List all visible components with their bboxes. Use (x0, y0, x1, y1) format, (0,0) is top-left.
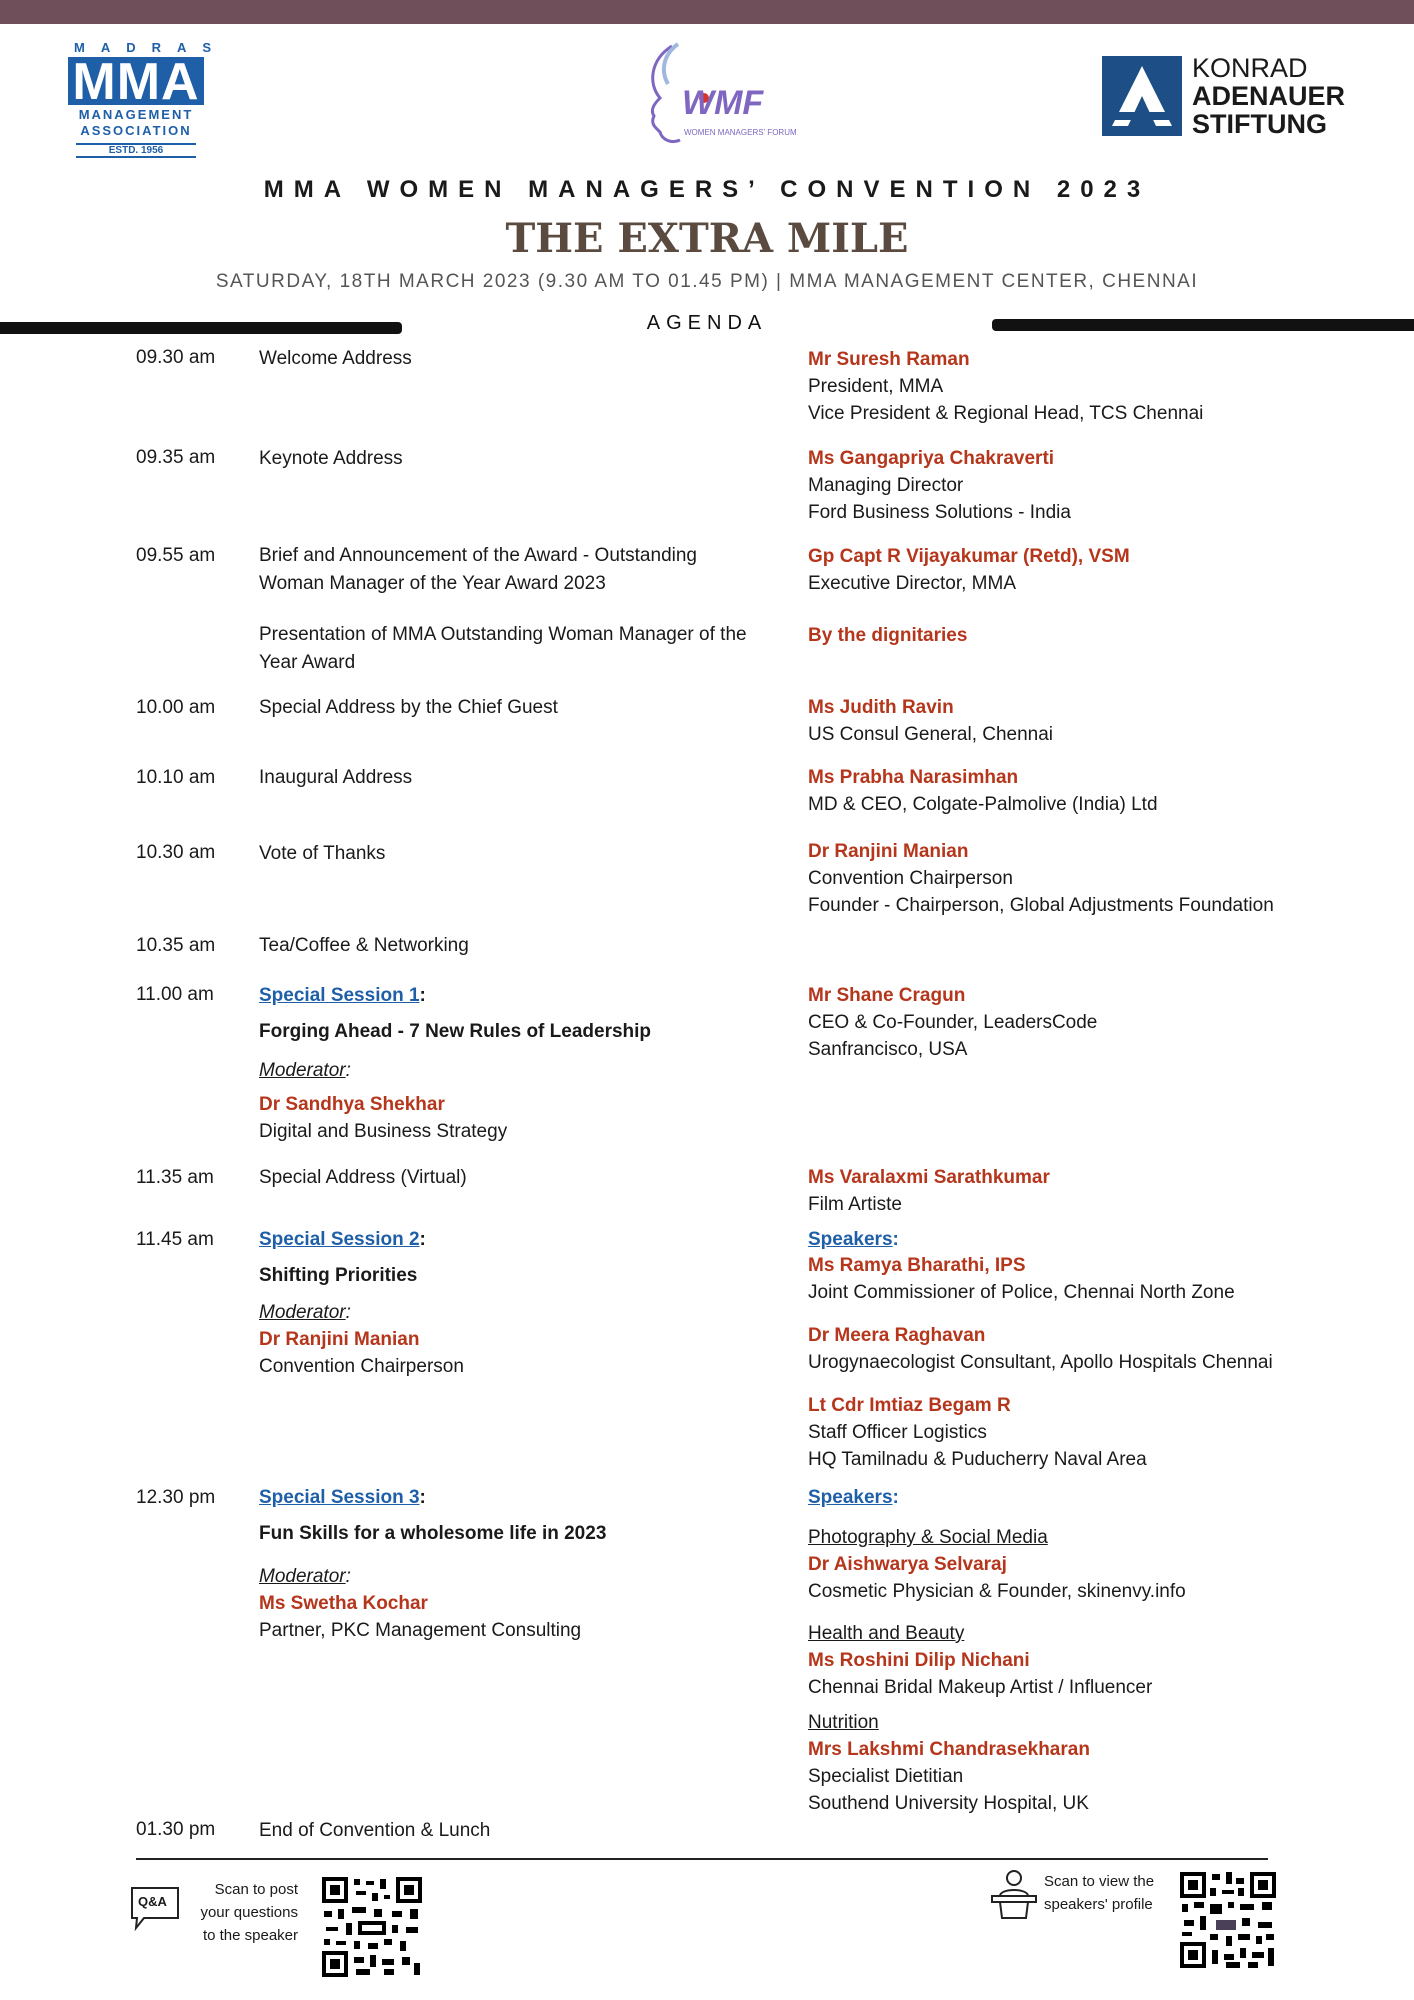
session-link[interactable]: Special Session 2 (259, 1229, 420, 1250)
moderator-role: Partner, PKC Management Consulting (259, 1620, 582, 1641)
moderator-text: Moderator (259, 1302, 346, 1323)
agenda-time: 01.30 pm (136, 1819, 216, 1840)
speaker-block (808, 694, 1368, 748)
agenda-time: 11.45 am (136, 1229, 214, 1250)
speaker-block (808, 1709, 1368, 1817)
speaker-name: Ms Varalaxmi Sarathkumar (808, 1167, 1050, 1188)
speaker-name: Dr Aishwarya Selvaraj (808, 1554, 1007, 1575)
mma-logo-mark: MMA (68, 57, 204, 105)
speakers-link[interactable]: Speakers (808, 1487, 893, 1508)
speaker-role: Sanfrancisco, USA (808, 1039, 968, 1060)
speaker-block (808, 1392, 1368, 1473)
speakers-label (808, 1484, 1368, 1511)
speaker-name: Ms Judith Ravin (808, 697, 954, 718)
moderator-label (259, 1057, 749, 1085)
footer-right-caption (1044, 1870, 1162, 1916)
event-subtitle: SATURDAY, 18TH MARCH 2023 (9.30 AM TO 01.45 PM) | MMA MANAGEMENT CENTER, CHENNAI (215, 271, 1199, 292)
speaker-topic: Nutrition (808, 1712, 879, 1733)
speaker-role: Specialist Dietitian (808, 1766, 964, 1787)
speaker-role: Joint Commissioner of Police, Chennai North Zone (808, 1282, 1235, 1303)
agenda-item: Vote of Thanks (259, 843, 386, 864)
speaker-role: Executive Director, MMA (808, 573, 1016, 594)
footer-right-line: Scan to view the (1044, 1873, 1155, 1890)
speakers-label (808, 1226, 1368, 1253)
agenda-time: 10.10 am (136, 767, 216, 788)
mma-logo-line1: MANAGEMENT (78, 107, 194, 122)
speaker-role: HQ Tamilnadu & Puducherry Naval Area (808, 1449, 1147, 1470)
speaker-name: Dr Ranjini Manian (808, 841, 969, 862)
speaker-block (808, 1620, 1368, 1701)
kas-logo-line2: ADENAUER (1192, 81, 1346, 111)
speaker-block (808, 1252, 1368, 1306)
moderator-colon: : (345, 1060, 351, 1081)
session-link[interactable]: Special Session 3 (259, 1487, 420, 1508)
speaker-block (808, 982, 1368, 1063)
footer-left-line: Scan to post (214, 1881, 298, 1898)
kas-logo-line3: STIFTUNG (1192, 109, 1327, 139)
agenda-item: End of Convention & Lunch (259, 1820, 491, 1841)
speaker-role: President, MMA (808, 376, 944, 397)
agenda-time: 10.00 am (136, 697, 216, 718)
kas-logo-line1: KONRAD (1192, 53, 1308, 83)
footer-left-caption (186, 1878, 298, 1947)
session-link[interactable]: Special Session 1 (259, 985, 420, 1006)
speaker-name: Ms Ramya Bharathi, IPS (808, 1255, 1026, 1276)
agenda-item: Special Address (Virtual) (259, 1167, 467, 1188)
mma-logo-top-word: MADRAS (74, 40, 228, 55)
speaker-role: Managing Director (808, 475, 964, 496)
mma-logo-estd: ESTD. 1956 (76, 143, 196, 158)
speaker-block (808, 1164, 1368, 1218)
speaker-name: Gp Capt R Vijayakumar (Retd), VSM (808, 546, 1130, 567)
moderator-text: Moderator (259, 1060, 346, 1081)
moderator-colon: : (345, 1566, 351, 1587)
speaker-role: Convention Chairperson (808, 868, 1013, 889)
speaker-role: CEO & Co-Founder, LeadersCode (808, 1012, 1098, 1033)
session-colon: : (419, 1229, 426, 1250)
moderator-label (259, 1563, 749, 1591)
qa-icon (128, 1884, 182, 1932)
moderator-label (259, 1299, 749, 1327)
mma-logo (62, 40, 228, 158)
agenda-time: 11.35 am (136, 1167, 214, 1188)
moderator-block (259, 1590, 749, 1644)
session-title (259, 1226, 749, 1254)
speaker-role: Southend University Hospital, UK (808, 1793, 1089, 1814)
top-bar (0, 0, 1414, 24)
agenda-time: 09.55 am (136, 545, 216, 566)
agenda-time: 09.35 am (136, 447, 216, 468)
speaker-role: Urogynaecologist Consultant, Apollo Hospitals Chennai (808, 1352, 1273, 1373)
session-colon: : (419, 985, 426, 1006)
footer-divider (136, 1858, 1268, 1860)
speaker-name: Ms Prabha Narasimhan (808, 767, 1019, 788)
session-topic: Forging Ahead - 7 New Rules of Leadership (259, 1021, 652, 1042)
wmf-logo (620, 40, 797, 150)
speaker-name: Lt Cdr Imtiaz Begam R (808, 1395, 1011, 1416)
moderator-name: Dr Ranjini Manian (259, 1329, 420, 1350)
session-title (259, 982, 749, 1010)
moderator-block (259, 1326, 749, 1380)
speaker-role: Vice President & Regional Head, TCS Chennai (808, 403, 1204, 424)
speakers-link[interactable]: Speakers (808, 1229, 893, 1250)
speaker-topic: Photography & Social Media (808, 1527, 1048, 1548)
kas-logo-mark (1102, 56, 1182, 136)
speaker-block (808, 346, 1368, 427)
wmf-logo-text: WMF (682, 84, 764, 122)
speaker-name: Ms Gangapriya Chakraverti (808, 448, 1055, 469)
qr-code-speakers[interactable] (1180, 1872, 1276, 1968)
session-title (259, 1484, 749, 1512)
speaker-name: Mr Shane Cragun (808, 985, 966, 1006)
moderator-name: Dr Sandhya Shekhar (259, 1094, 445, 1115)
speaker-block (808, 1322, 1368, 1376)
moderator-role: Digital and Business Strategy (259, 1121, 508, 1142)
agenda-item: Presentation of MMA Outstanding Woman Manager of the Year Award (259, 624, 747, 673)
speaker-role: Staff Officer Logistics (808, 1422, 987, 1443)
agenda-item: Tea/Coffee & Networking (259, 935, 469, 956)
qa-icon-text: Q&A (138, 1894, 167, 1909)
speaker-topic: Health and Beauty (808, 1623, 965, 1644)
speaker-name: By the dignitaries (808, 625, 968, 646)
speaker-role: Ford Business Solutions - India (808, 502, 1071, 523)
moderator-block (259, 1091, 749, 1145)
agenda-item: Inaugural Address (259, 767, 413, 788)
speaker-role: Founder - Chairperson, Global Adjustments Foundation (808, 895, 1274, 916)
speakers-colon: : (892, 1229, 899, 1250)
speaker-role: US Consul General, Chennai (808, 724, 1054, 745)
speaker-podium-icon (988, 1868, 1040, 1920)
agenda-item: Brief and Announcement of the Award - Outstanding Woman Manager of the Year Award 2023 (259, 545, 697, 594)
speaker-block (808, 838, 1368, 919)
convention-title: MMA WOMEN MANAGERS’ CONVENTION 2023 (263, 176, 1151, 203)
footer-left-line: to the speaker (202, 1927, 298, 1944)
speaker-name: Dr Meera Raghavan (808, 1325, 986, 1346)
speaker-role: Chennai Bridal Makeup Artist / Influencer (808, 1677, 1153, 1698)
speaker-block (808, 543, 1368, 597)
agenda-time: 09.30 am (136, 347, 216, 368)
footer-right-line: speakers' profile (1044, 1896, 1153, 1913)
agenda-heading: AGENDA (646, 312, 768, 334)
session-colon: : (419, 1487, 426, 1508)
agenda-item: Welcome Address (259, 348, 412, 369)
speakers-colon: : (892, 1487, 899, 1508)
speaker-role: Film Artiste (808, 1194, 902, 1215)
speaker-block (808, 764, 1368, 818)
main-title: THE EXTRA MILE (505, 215, 909, 262)
speaker-block (808, 622, 1368, 649)
agenda-item: Special Address by the Chief Guest (259, 697, 558, 718)
moderator-colon: : (345, 1302, 351, 1323)
agenda-time: 12.30 pm (136, 1487, 216, 1508)
kas-logo (1102, 53, 1372, 139)
speaker-block (808, 1524, 1368, 1605)
session-topic: Fun Skills for a wholesome life in 2023 (259, 1523, 607, 1544)
speaker-name: Ms Roshini Dilip Nichani (808, 1650, 1030, 1671)
agenda-time: 11.00 am (136, 984, 214, 1005)
agenda-time: 10.35 am (136, 935, 216, 956)
speaker-name: Mr Suresh Raman (808, 349, 970, 370)
speaker-role: MD & CEO, Colgate-Palmolive (India) Ltd (808, 794, 1158, 815)
mma-logo-line2: ASSOCIATION (80, 123, 192, 138)
agenda-time: 10.30 am (136, 842, 216, 863)
wmf-logo-subtitle: WOMEN MANAGERS' FORUM (684, 128, 797, 137)
speaker-role: Cosmetic Physician & Founder, skinenvy.info (808, 1581, 1186, 1602)
agenda-item: Keynote Address (259, 448, 403, 469)
speaker-name: Mrs Lakshmi Chandrasekharan (808, 1739, 1090, 1760)
moderator-name: Ms Swetha Kochar (259, 1593, 428, 1614)
speaker-block (808, 445, 1368, 526)
footer-left-line: your questions (200, 1904, 298, 1921)
session-topic: Shifting Priorities (259, 1265, 418, 1286)
qr-code-questions[interactable] (322, 1877, 422, 1977)
moderator-role: Convention Chairperson (259, 1356, 464, 1377)
moderator-text: Moderator (259, 1566, 346, 1587)
